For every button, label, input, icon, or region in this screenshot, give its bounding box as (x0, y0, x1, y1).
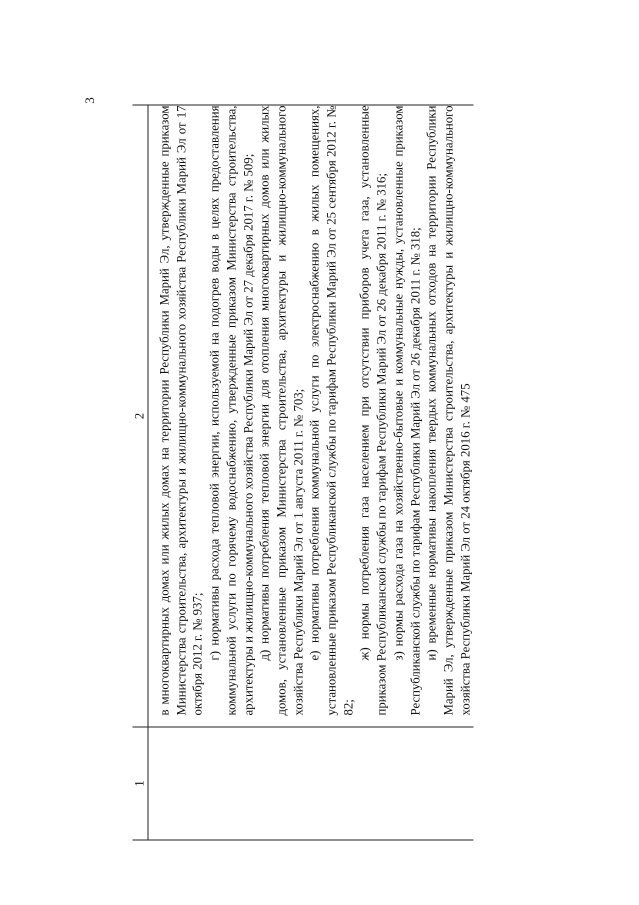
table-header-row (132, 105, 148, 840)
rotated-page-content (132, 106, 612, 841)
page-number: 3 (81, 97, 97, 104)
column-1-cell (148, 727, 474, 840)
column-header-2: 2 (132, 105, 148, 727)
paragraph-d: д) нормативы потребления тепловой энергии для отопления многоквартирных домов или жилых домов, установленные приказом Министерства строительства, архитектуры и жилищно-коммунального хозяйства Республики Марий Эл от 1 августа 2011 г. № 703; (257, 105, 305, 716)
document-table (132, 105, 473, 841)
paragraph-z: з) нормы расхода газа на хозяйственно-бытовые и коммунальные нужды, установленные приказом Республиканской службы по тарифам Республики Марий Эл от 26 декабря 2011 г. № 318; (390, 105, 422, 716)
column-header-1: 1 (132, 727, 148, 840)
paragraph-continuation: в многоквартирных домах или жилых домах на территории Республики Марий Эл, утвержденные приказом Министерства строительства, архитектуры и жилищно-коммунального хозяйства Республики Марий Эл от 17 октября 2012 г. № 937; (157, 105, 205, 716)
table-row (148, 105, 474, 840)
paragraph-e: е) нормативы потребления коммунальной услуги по электроснабжению в жилых помещениях, установленные приказом Республиканской службы по тарифам Республики Марий Эл от 25 сентября 2012 г. № 82; (307, 105, 355, 716)
paragraph-zh: ж) нормы потребления газа населением при отсутствии приборов учета газа, установленные приказом Республиканской службы по тарифам Республики Марий Эл от 26 декабря 2011 г. № 316; (357, 105, 389, 716)
column-2-cell (148, 105, 474, 727)
paragraph-g: г) нормативы расхода тепловой энергии, используемой на подогрев воды в целях предоставления коммунальной услуги по горячему водоснабжению, утвержденные приказом Министерства строительства, архитектуры и жилищно-коммунального хозяйства Республики Марий Эл от 27 декабря 2017 г. № 509; (207, 105, 255, 716)
paragraph-i: и) временные нормативы накопления твердых коммунальных отходов на территории Республики Марий Эл, утвержденные приказом Министерства строительства, архитектуры и жилищно-коммунального хозяйства Республики Марий Эл от 24 октября 2016 г. № 475 (424, 105, 472, 716)
